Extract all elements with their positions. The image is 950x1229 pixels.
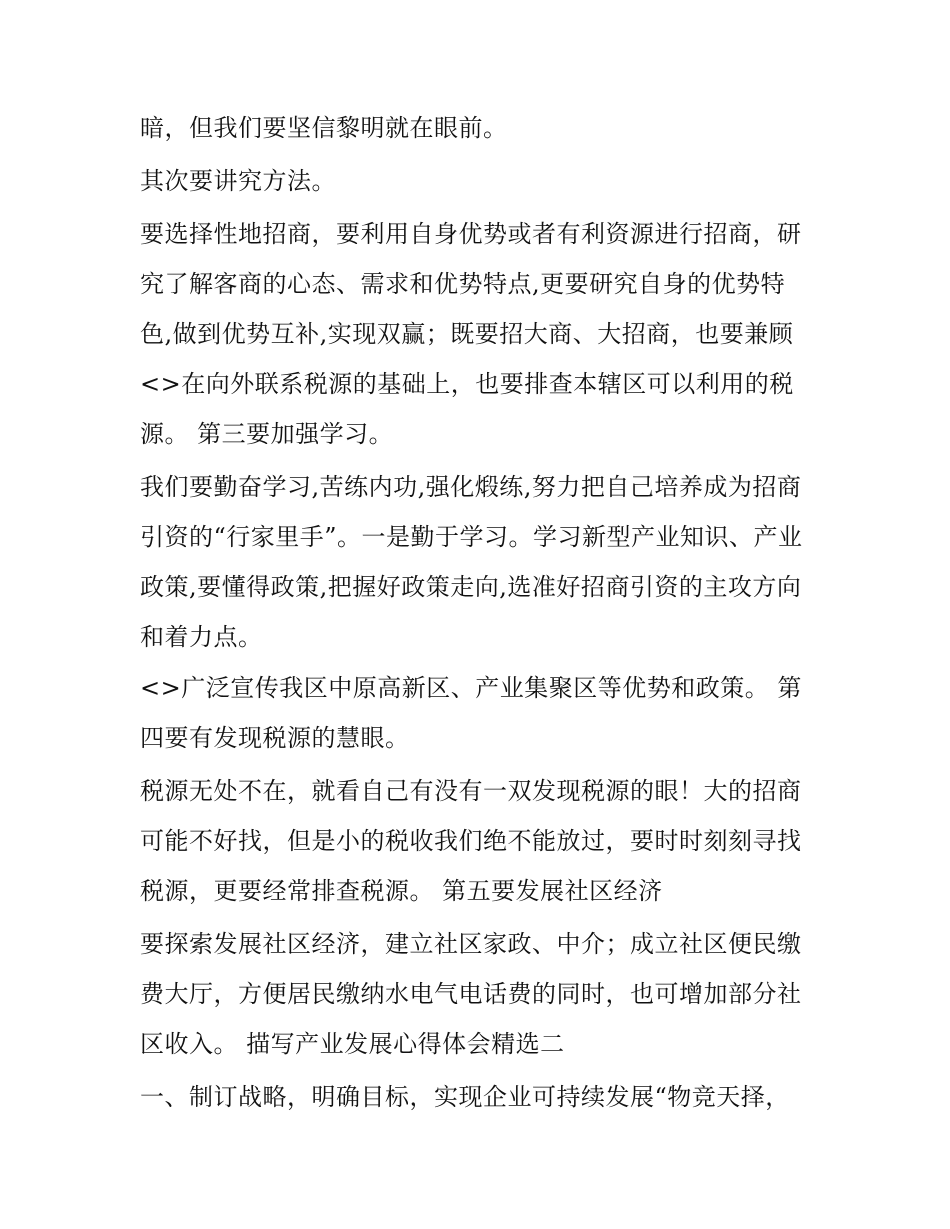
text-line: 税源无处不在，就看自己有没有一双发现税源的眼！大的招商 xyxy=(140,777,802,805)
text-line: 源。 第三要加强学习。 xyxy=(140,420,394,448)
text-line: 税源，更要经常排查税源。 第五要发展社区经济 xyxy=(140,877,663,905)
text-line: <>广泛宣传我区中原高新区、产业集聚区等优势和政策。 第 xyxy=(140,674,802,702)
text-line: 究了解客商的心态、需求和优势特点,更要研究自身的优势特 xyxy=(140,270,786,298)
text-line: 一、制订战略，明确目标，实现企业可持续发展“物竞天择， xyxy=(140,1083,790,1111)
text-line: 政策,要懂得政策,把握好政策走向,选准好招商引资的主攻方向 xyxy=(140,573,802,601)
text-line: 费大厅，方便居民缴纳水电气电话费的同时，也可增加部分社 xyxy=(140,980,802,1008)
text-line: <>在向外联系税源的基础上，也要排查本辖区可以利用的税 xyxy=(140,370,794,398)
text-line: 四要有发现税源的慧眼。 xyxy=(140,724,410,752)
text-line: 其次要讲究方法。 xyxy=(140,167,336,195)
text-line: 区收入。 描写产业发展心得体会精选二 xyxy=(140,1030,565,1058)
text-line: 引资的“行家里手”。一是勤于学习。学习新型产业知识、产业 xyxy=(140,523,803,551)
text-line: 要选择性地招商，要利用自身优势或者有利资源进行招商，研 xyxy=(140,220,802,248)
text-line: 色,做到优势互补,实现双赢；既要招大商、大招商，也要兼顾 xyxy=(140,320,794,348)
text-line: 我们要勤奋学习,苦练内功,强化煅练,努力把自己培养成为招商 xyxy=(140,473,802,501)
text-line: 要探索发展社区经济，建立社区家政、中介；成立社区便民缴 xyxy=(140,930,802,958)
text-line: 和着力点。 xyxy=(140,623,263,651)
text-line: 暗，但我们要坚信黎明就在眼前。 xyxy=(140,114,508,142)
text-line: 可能不好找，但是小的税收我们绝不能放过，要时时刻刻寻找 xyxy=(140,827,802,855)
